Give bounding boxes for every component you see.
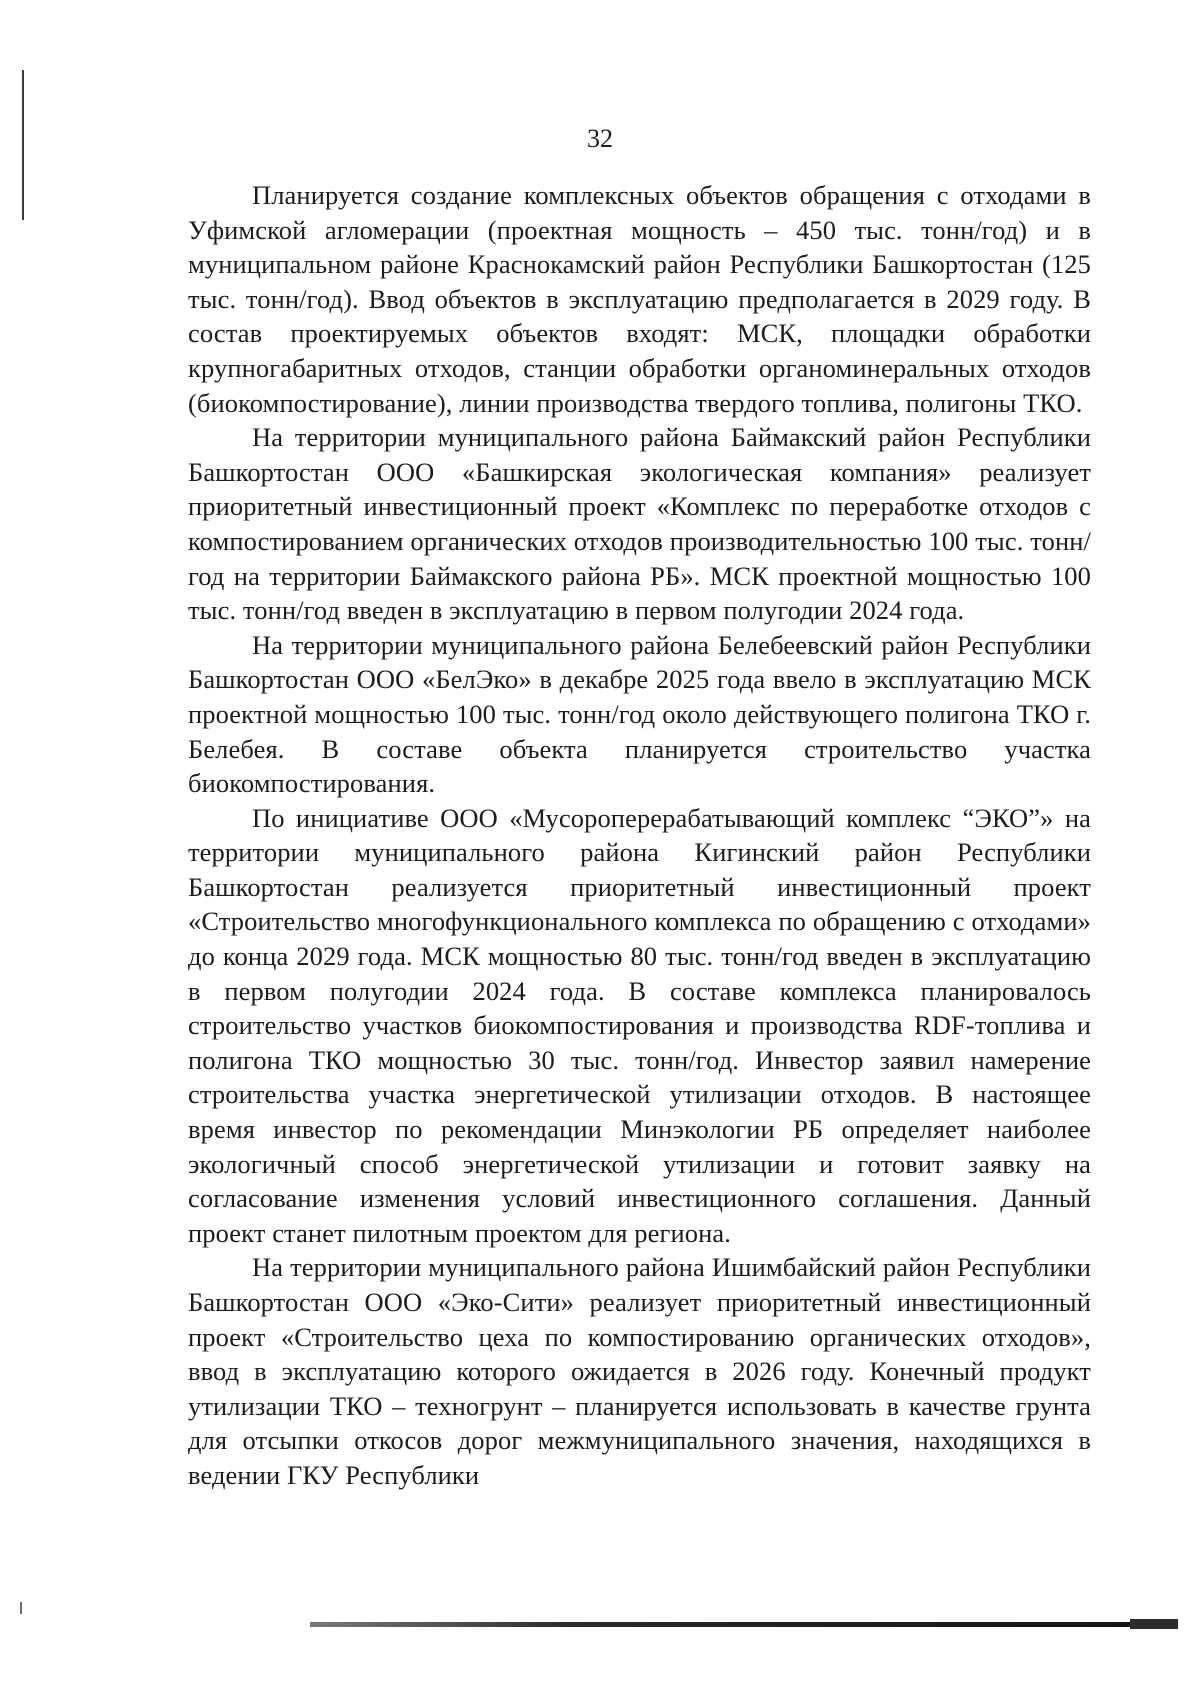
paragraph-ufa-agglomeration: Планируется создание комплексных объектов обращения с отходами в Уфимской агломерации (проектная мощность – 450 тыс. тонн/год) и в муниципальном районе Краснокамский район Республики Башкортостан (125 тыс. тонн/год). Ввод объектов в эксплуатацию предполагается в 2029 году. В состав проектируемых объектов входят: МСК, площадки обработки крупногабаритных отходов, станции обработки органоминеральных отходов (биокомпостирование), линии производства твердого топлива, полигоны ТКО.	[188, 180, 1091, 418]
page-number: 32	[587, 124, 613, 153]
paragraph-baymak-district: На территории муниципального района Баймакский район Республики Башкортостан ООО «Башкирская экологическая компания» реализует приоритетный инвестиционный проект «Комплекс по переработке отходов с компостированием органических отходов производительностью 100 тыс. тонн/год на территории Баймакского района РБ». МСК проектной мощностью 100 тыс. тонн/год введен в эксплуатацию в первом полугодии 2024 года.	[188, 422, 1091, 626]
scan-bottom-edge	[310, 1622, 1174, 1627]
paragraph-kiginsky-district: По инициативе ООО «Мусороперерабатывающий комплекс “ЭКО”» на территории муниципального района Кигинский район Республики Башкортостан реализуется приоритетный инвестиционный проект «Строительство многофункционального комплекса по обращению с отходами» до конца 2029 года. МСК мощностью 80 тыс. тонн/год введен в эксплуатацию в первом полугодии 2024 года. В составе комплекса планировалось строительство участков биокомпостирования и производства RDF-топлива и полигона ТКО мощностью 30 тыс. тонн/год. Инвестор заявил намерение строительства участка энергетической утилизации отходов. В настоящее время инвестор по рекомендации Минэкологии РБ определяет наиболее экологичный способ энергетической утилизации и готовит заявку на согласование изменения условий инвестиционного соглашения. Данный проект станет пилотным проектом для региона.	[188, 802, 1091, 1248]
scan-edge-mark-small	[20, 1602, 22, 1614]
paragraph-ishimbay-district: На территории муниципального района Ишимбайский район Республики Башкортостан ООО «Эко-Сити» реализует приоритетный инвестиционный проект «Строительство цеха по компостированию органических отходов», ввод в эксплуатацию которого ожидается в 2026 году. Конечный продукт утилизации ТКО – техногрунт – планируется использовать в качестве грунта для отсыпки откосов дорог межмуниципального значения, находящихся в ведении ГКУ Республики	[188, 1252, 1091, 1490]
scan-bottom-edge-end	[1130, 1619, 1178, 1629]
paragraph-belebey-district: На территории муниципального района Белебеевский район Республики Башкортостан ООО «БелЭко» в декабре 2025 года ввело в эксплуатацию МСК проектной мощностью 100 тыс. тонн/год около действующего полигона ТКО г. Белебея. В составе объекта планируется строительство участка биокомпостирования.	[188, 629, 1091, 799]
document-body	[188, 178, 1091, 1493]
